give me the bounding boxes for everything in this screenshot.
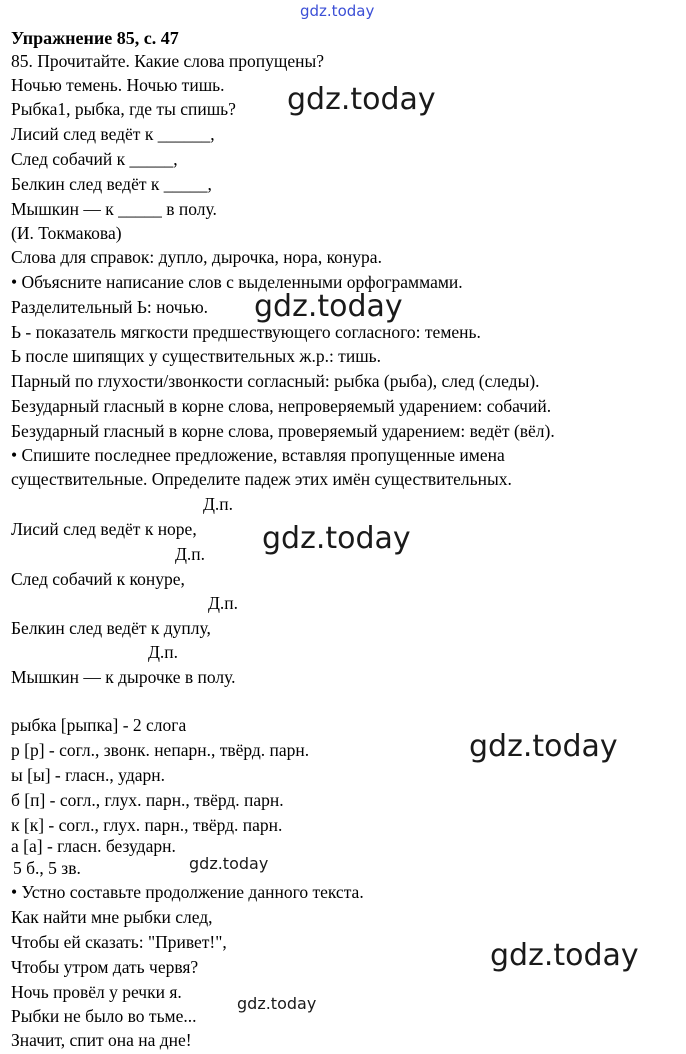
phonetic-line: рыбка [рыпка] - 2 слога (11, 715, 187, 735)
answer-line: Мышкин — к дырочке в полу. (11, 667, 236, 687)
poem-line: След собачий к _____, (11, 149, 178, 169)
watermark: gdz.today (469, 729, 618, 764)
continuation-line: Как найти мне рыбки след, (11, 907, 213, 927)
case-label: Д.п. (148, 642, 179, 662)
poem-author: (И. Токмакова) (11, 223, 122, 243)
watermark: gdz.today (262, 521, 411, 556)
phonetic-line: к [к] - согл., глух. парн., твёрд. парн. (11, 815, 283, 835)
task-line: 85. Прочитайте. Какие слова пропущены? (11, 51, 325, 71)
poem-line: Рыбка1, рыбка, где ты спишь? (11, 99, 236, 119)
poem-line: Белкин след ведёт к _____, (11, 174, 212, 194)
answer-line: След собачий к конуре, (11, 569, 185, 589)
watermark: gdz.today (490, 938, 639, 973)
spelling-rule: Разделительный Ь: ночью. (11, 297, 209, 317)
case-label: Д.п. (203, 494, 234, 514)
continuation-line: Чтобы утром дать червя? (11, 957, 199, 977)
continuation-line: Рыбки не было во тьме... (11, 1006, 197, 1026)
watermark-top: gdz.today (300, 2, 375, 20)
task-line: существительные. Определите падеж этих имён существительных. (11, 469, 512, 489)
task-line: • Спишите последнее предложение, вставляя пропущенные имена (11, 445, 505, 465)
exercise-title: Упражнение 85, с. 47 (11, 28, 179, 48)
phonetic-summary: 5 б., 5 зв. (13, 858, 81, 878)
spelling-rule: Парный по глухости/звонкости согласный: рыбка (рыба), след (следы). (11, 371, 540, 391)
answer-line: Белкин след ведёт к дуплу, (11, 618, 211, 638)
spelling-rule: Безударный гласный в корне слова, проверяемый ударением: ведёт (вёл). (11, 421, 555, 441)
poem-line: Лисий след ведёт к ______, (11, 124, 215, 144)
watermark: gdz.today (287, 82, 436, 117)
case-label: Д.п. (208, 593, 239, 613)
continuation-line: Ночь провёл у речки я. (11, 982, 182, 1002)
watermark: gdz.today (254, 289, 403, 324)
reference-words: Слова для справок: дупло, дырочка, нора, конура. (11, 247, 382, 267)
spelling-rule: Ь после шипящих у существительных ж.р.: тишь. (11, 346, 382, 366)
poem-line: Мышкин — к _____ в полу. (11, 199, 217, 219)
spelling-rule: Безударный гласный в корне слова, непроверяемый ударением: собачий. (11, 396, 552, 416)
phonetic-line: б [п] - согл., глух. парн., твёрд. парн. (11, 790, 284, 810)
watermark: gdz.today (189, 854, 269, 873)
continuation-line: Значит, спит она на дне! (11, 1030, 192, 1050)
phonetic-line: ы [ы] - гласн., ударн. (11, 765, 165, 785)
watermark: gdz.today (237, 994, 317, 1013)
answer-line: Лисий след ведёт к норе, (11, 519, 197, 539)
task-line: • Устно составьте продолжение данного текста. (11, 882, 364, 902)
phonetic-line: а [а] - гласн. безударн. (11, 836, 176, 856)
poem-line: Ночью темень. Ночью тишь. (11, 75, 225, 95)
case-label: Д.п. (175, 544, 206, 564)
task-line: • Объясните написание слов с выделенными орфограммами. (11, 272, 463, 292)
continuation-line: Чтобы ей сказать: "Привет!", (11, 932, 227, 952)
spelling-rule: Ь - показатель мягкости предшествующего согласного: темень. (11, 322, 481, 342)
phonetic-line: р [р] - согл., звонк. непарн., твёрд. парн. (11, 740, 310, 760)
